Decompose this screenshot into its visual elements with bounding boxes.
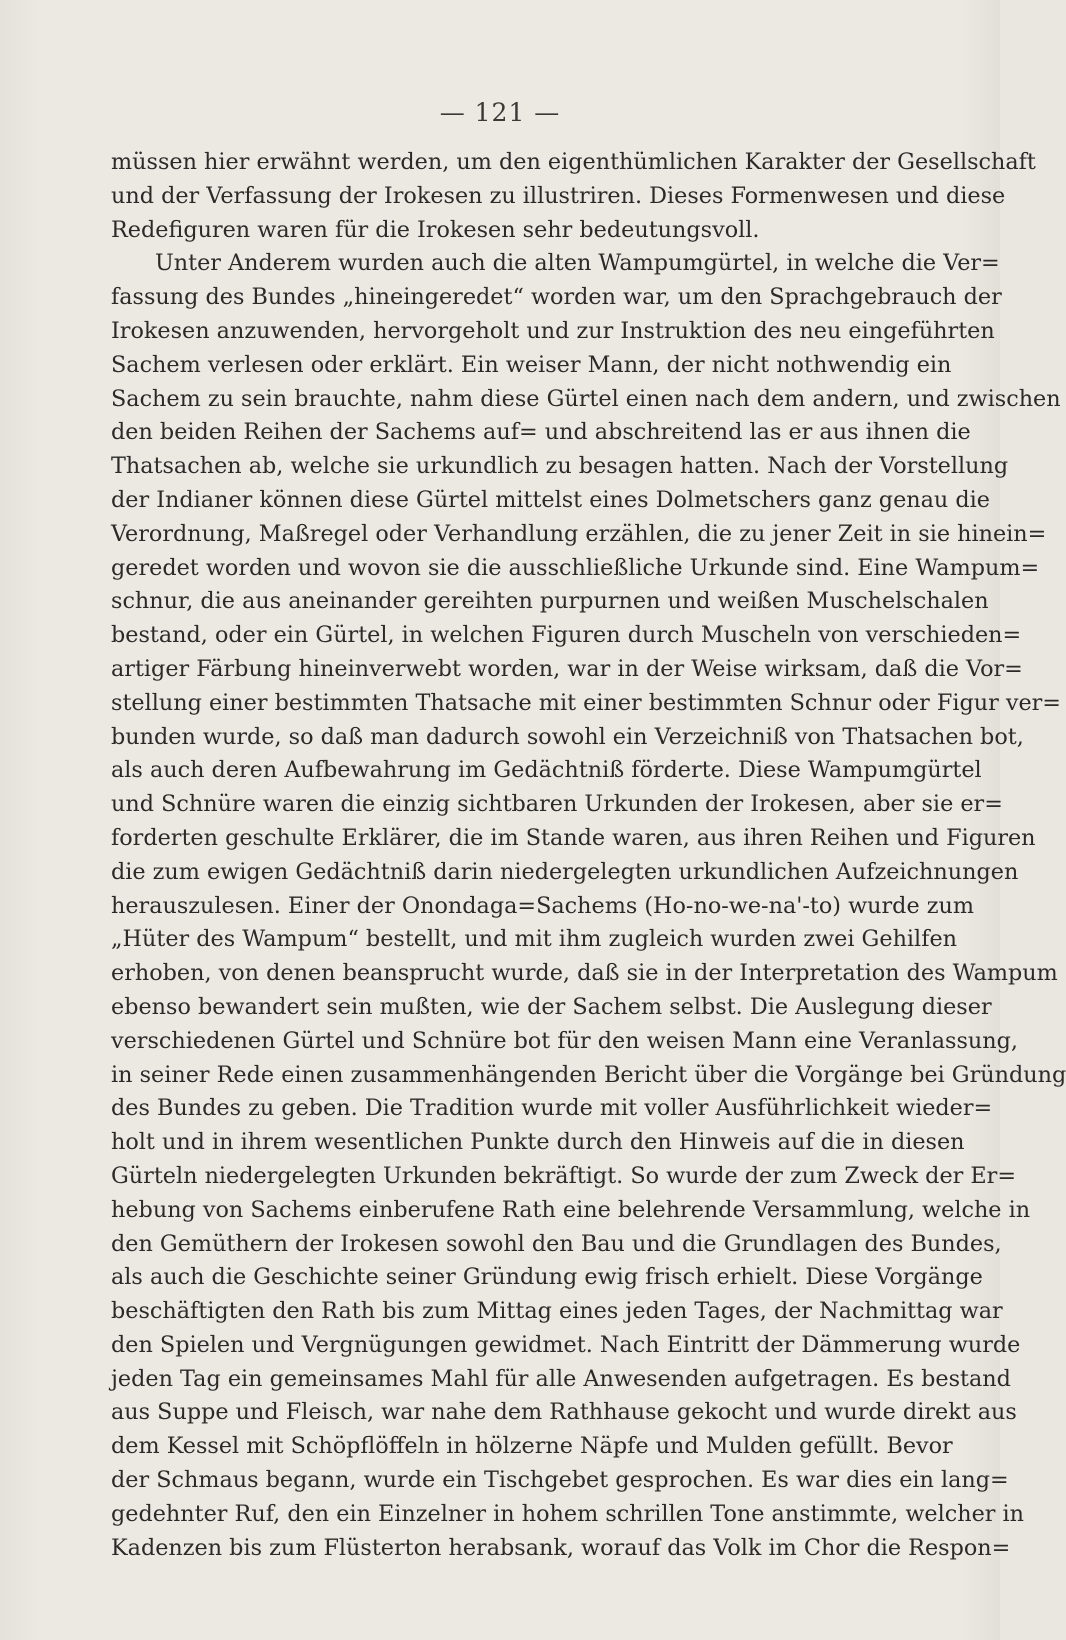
text-line: ebenso bewandert sein mußten, wie der Sachem selbst. Die Auslegung dieser — [111, 993, 992, 1020]
text-line: und Schnüre waren die einzig sichtbaren Urkunden der Irokesen, aber sie er= — [111, 791, 1003, 818]
text-line: Sachem zu sein brauchte, nahm diese Gürtel einen nach dem andern, und zwischen — [111, 385, 1061, 412]
text-line: Sachem verlesen oder erklärt. Ein weiser Mann, der nicht nothwendig ein — [111, 351, 952, 378]
text-line: Unter Anderem wurden auch die alten Wampumgürtel, in welche die Ver= — [155, 250, 1000, 277]
text-line: bunden wurde, so daß man dadurch sowohl ein Verzeichniß von Thatsachen bot, — [111, 723, 1024, 750]
text-line: gedehnter Ruf, den ein Einzelner in hohem schrillen Tone anstimmte, welcher in — [111, 1500, 1025, 1527]
text-line: jeden Tag ein gemeinsames Mahl für alle Anwesenden aufgetragen. Es bestand — [111, 1365, 1011, 1392]
text-line: fassung des Bundes „hineingeredet“ worden war, um den Sprachgebrauch der — [111, 284, 1002, 311]
text-line: bestand, oder ein Gürtel, in welchen Figuren durch Muscheln von verschieden= — [111, 622, 1022, 649]
text-line: und der Verfassung der Irokesen zu illustriren. Dieses Formenwesen und diese — [111, 182, 1006, 209]
text-line: aus Suppe und Fleisch, war nahe dem Rathhause gekocht und wurde direkt aus — [111, 1399, 1017, 1426]
text-line: erhoben, von denen beansprucht wurde, daß sie in der Interpretation des Wampum — [111, 960, 1058, 987]
text-line: Kadenzen bis zum Flüsterton herabsank, worauf das Volk im Chor die Respon= — [111, 1534, 1011, 1561]
text-line: müssen hier erwähnt werden, um den eigenthümlichen Karakter der Gesellschaft — [111, 149, 1036, 175]
text-line: die zum ewigen Gedächtniß darin niedergelegten urkundlichen Aufzeichnungen — [111, 858, 1019, 885]
page-number: — 121 — — [439, 98, 561, 127]
text-line: forderten geschulte Erklärer, die im Stande waren, aus ihren Reihen und Figuren — [111, 824, 1036, 851]
text-line: dem Kessel mit Schöpflöffeln in hölzerne Näpfe und Mulden gefüllt. Bevor — [111, 1433, 953, 1460]
text-line: Verordnung, Maßregel oder Verhandlung erzählen, die zu jener Zeit in sie hinein= — [111, 520, 1047, 547]
text-line: der Indianer können diese Gürtel mittelst eines Dolmetschers ganz genau die — [111, 486, 990, 513]
text-line: Gürteln niedergelegten Urkunden bekräftigt. So wurde der zum Zweck der Er= — [111, 1162, 1017, 1189]
text-line: als auch die Geschichte seiner Gründung ewig frisch erhielt. Diese Vorgänge — [111, 1264, 983, 1291]
text-line: als auch deren Aufbewahrung im Gedächtniß förderte. Diese Wampumgürtel — [111, 757, 982, 784]
text-line: holt und in ihrem wesentlichen Punkte durch den Hinweis auf die in diesen — [111, 1129, 965, 1156]
text-line: verschiedenen Gürtel und Schnüre bot für den weisen Mann eine Veranlassung, — [111, 1027, 1018, 1054]
text-line: den beiden Reihen der Sachems auf= und abschreitend las er aus ihnen die — [111, 419, 971, 446]
text-line: stellung einer bestimmten Thatsache mit einer bestimmten Schnur oder Figur ver= — [111, 689, 1061, 716]
text-line: des Bundes zu geben. Die Tradition wurde mit voller Ausführlichkeit wieder= — [111, 1095, 993, 1122]
text-line: Irokesen anzuwenden, hervorgeholt und zur Instruktion des neu eingeführten — [111, 317, 995, 344]
text-line: in seiner Rede einen zusammenhängenden Bericht über die Vorgänge bei Gründung — [111, 1061, 1066, 1088]
text-line: beschäftigten den Rath bis zum Mittag eines jeden Tages, der Nachmittag war — [111, 1298, 1003, 1325]
text-line: geredet worden und wovon sie die ausschließliche Urkunde sind. Eine Wampum= — [111, 554, 1040, 581]
text-line: der Schmaus begann, wurde ein Tischgebet gesprochen. Es war dies ein lang= — [111, 1467, 1009, 1494]
text-line: den Spielen und Vergnügungen gewidmet. Nach Eintritt der Dämmerung wurde — [111, 1331, 1021, 1358]
text-line: Redefiguren waren für die Irokesen sehr bedeutungsvoll. — [111, 216, 760, 243]
body-text — [111, 146, 1066, 1565]
text-line: herauszulesen. Einer der Onondaga=Sachems (Ho-no-we-na'-to) wurde zum — [111, 892, 974, 919]
text-line: schnur, die aus aneinander gereihten purpurnen und weißen Muschelschalen — [111, 588, 989, 615]
text-line: artiger Färbung hineinverwebt worden, war in der Weise wirksam, daß die Vor= — [111, 655, 1023, 682]
text-line: hebung von Sachems einberufene Rath eine belehrende Versammlung, welche in — [111, 1196, 1031, 1223]
text-line: Thatsachen ab, welche sie urkundlich zu besagen hatten. Nach der Vorstellung — [111, 453, 1009, 480]
text-line: „Hüter des Wampum“ bestellt, und mit ihm zugleich wurden zwei Gehilfen — [111, 926, 957, 953]
text-line: den Gemüthern der Irokesen sowohl den Bau und die Grundlagen des Bundes, — [111, 1230, 1002, 1257]
